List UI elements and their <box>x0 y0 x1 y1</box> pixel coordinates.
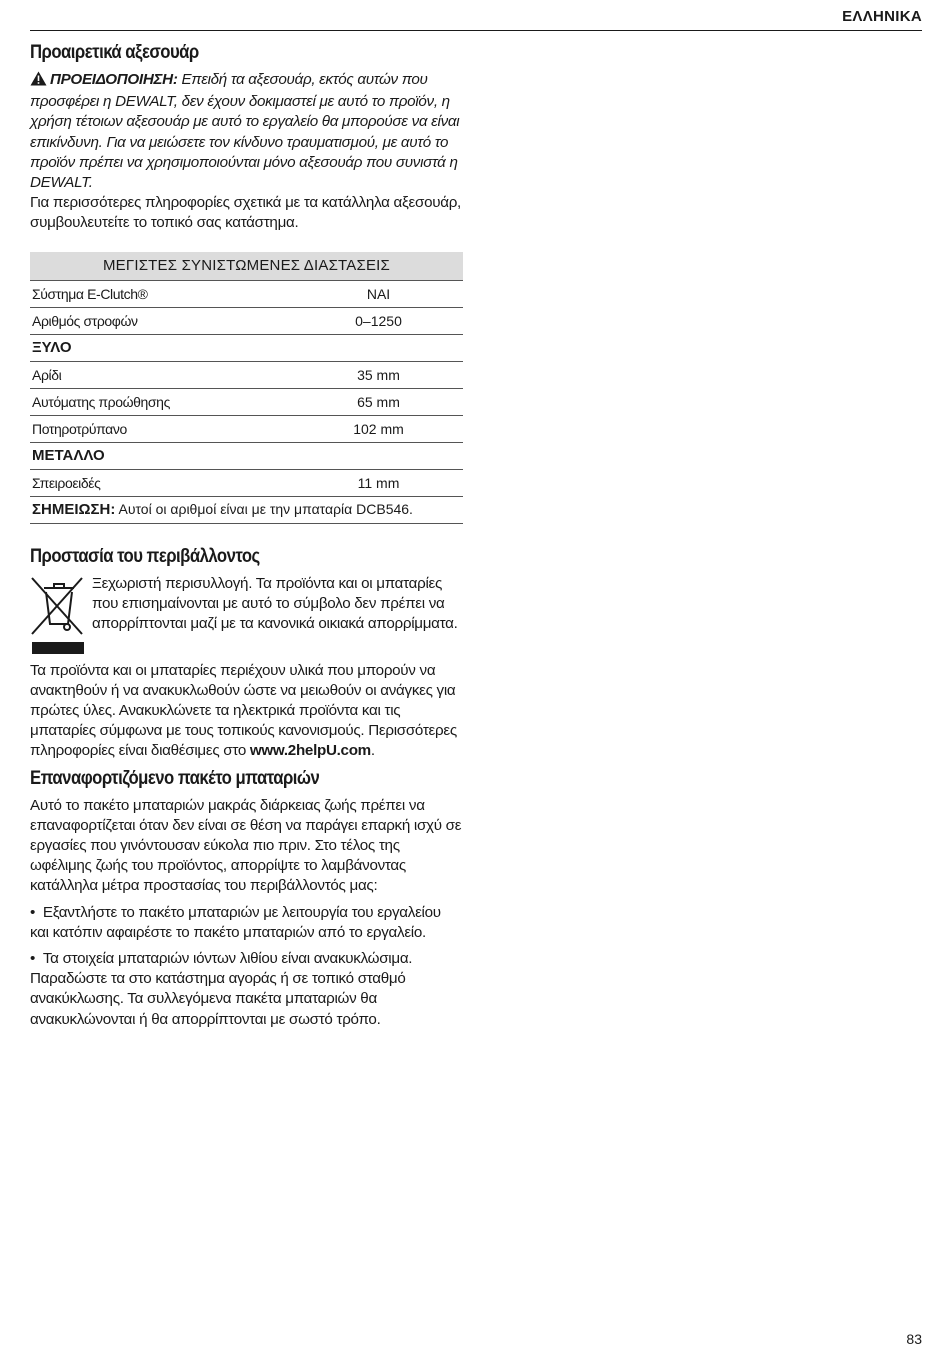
section-label: ΞΥΛΟ <box>30 334 463 361</box>
section-row-metal <box>30 442 463 469</box>
table-row <box>30 361 463 388</box>
main-column <box>30 38 463 1030</box>
row-value: 0–1250 <box>294 307 463 334</box>
table-row <box>30 469 463 496</box>
accessories-info: Για περισσότερες πληροφορίες σχετικά με τα κατάλληλα αξεσουάρ, συμβουλευτείτε το τοπικό σας κατάστημα. <box>30 194 461 232</box>
table-row <box>30 415 463 442</box>
separate-collection-text: Ξεχωριστή περισυλλογή. Τα προϊόντα και οι μπαταρίες που επισημαίνονται με αυτό το σύμβολο δεν πρέπει να απορρίπτονται μαζί με τα κανονικά οικιακά απορρίμματα. <box>92 574 458 633</box>
crossed-bin-icon <box>30 574 86 661</box>
accessories-title: Προαιρετικά αξεσουάρ <box>30 42 199 63</box>
section-row-wood <box>30 334 463 361</box>
recycle-text: Τα προϊόντα και οι μπαταρίες περιέχουν υλικά που μπορούν να ανακτηθούν ή να ανακυκλωθούν ώστε να μειωθούν οι ανάγκες για πρώτες ύλες. Ανακυκλώνετε τα ηλεκτρικά προϊόντα και τις μπαταρίες σύμφωνα με τους τοπικούς κανονισμούς. Περισσότερες πληροφορίες είναι διαθέσιμες στο www.2helpU.com. <box>30 661 457 760</box>
row-value: 102 mm <box>294 415 463 442</box>
battery-title: Επαναφορτιζόμενο πακέτο μπαταριών <box>30 767 320 789</box>
section-label: ΜΕΤΑΛΛΟ <box>30 442 463 469</box>
website-link[interactable]: www.2helpU.com <box>249 742 371 760</box>
separate-collection-block <box>30 574 463 661</box>
accessories-warning <box>30 70 463 193</box>
battery-intro: Αυτό το πακέτο μπαταριών μακράς διάρκειας ζωής πρέπει να επαναφορτίζεται όταν δεν είναι σε θέση να παράγει επαρκή ισχύ σε εργασίες που γινόντουσαν εύκολα πιο πριν. Στο τέλος της ωφέλιμης ζωής του προϊόντος, απορρίψτε το λαμβάνοντας κατάλληλα μέτρα προστασίας του περιβάλλοντός μας: <box>30 796 462 895</box>
note-row <box>30 496 463 523</box>
row-value: 11 mm <box>294 469 463 496</box>
spec-table <box>30 252 463 524</box>
warning-label: ΠΡΟΕΙΔΟΠΟΙΗΣΗ: <box>50 71 178 88</box>
spec-table-header: ΜΕΓΙΣΤΕΣ ΣΥΝΙΣΤΩΜΕΝΕΣ ΔΙΑΣΤΑΣΕΙΣ <box>30 252 463 281</box>
table-row <box>30 307 463 334</box>
page-number: 83 <box>906 1331 922 1347</box>
row-label: Αυτόματης προώθησης <box>30 388 294 415</box>
row-value: 65 mm <box>294 388 463 415</box>
warning-icon <box>30 71 50 92</box>
row-label: Αρίδι <box>30 361 294 388</box>
note-label: ΣΗΜΕΙΩΣΗ: <box>32 501 116 519</box>
warning-text: Επειδή τα αξεσουάρ, εκτός αυτών που προσφέρει η DEWALT, δεν έχουν δοκιμαστεί με αυτό το προϊόν, η χρήση τέτοιων αξεσουάρ με αυτό το εργαλείο θα μπορούσε να είναι επικίνδυνη. Για να μειώσετε τον κίνδυνο τραυματισμού, με αυτό το προϊόν πρέπει να χρησιμοποιούνται μόνο αξεσουάρ που συνιστά η DEWALT. <box>30 71 460 192</box>
note-text: Αυτοί οι αριθμοί είναι με την μπαταρία DCB546. <box>118 501 413 518</box>
row-value: NAI <box>294 280 463 307</box>
environment-title: Προστασία του περιβάλλοντος <box>30 545 260 567</box>
table-row <box>30 280 463 307</box>
language-label: ΕΛΛΗΝΙΚΑ <box>842 8 922 25</box>
header-rule <box>30 30 922 31</box>
list-item: • Εξαντλήστε το πακέτο μπαταριών με λειτουργία του εργαλείου και κατόπιν αφαιρέστε το πακέτο μπαταριών από το εργαλείο. <box>30 903 441 941</box>
row-label: Ποτηροτρύπανο <box>30 415 294 442</box>
row-label: Αριθμός στροφών <box>30 307 294 334</box>
table-row <box>30 388 463 415</box>
row-value: 35 mm <box>294 361 463 388</box>
row-label: Σπειροειδές <box>30 469 294 496</box>
list-item: • Τα στοιχεία μπαταριών ιόντων λιθίου είναι ανακυκλώσιμα. Παραδώστε τα στο κατάστημα αγοράς ή σε τοπικό σταθμό ανακύκλωσης. Τα συλλεγόμενα πακέτα μπαταριών θα ανακυκλώνονται ή θα απορρίπτονται με σωστό τρόπο. <box>30 950 413 1028</box>
row-label: Σύστημα E-Clutch® <box>30 280 294 307</box>
